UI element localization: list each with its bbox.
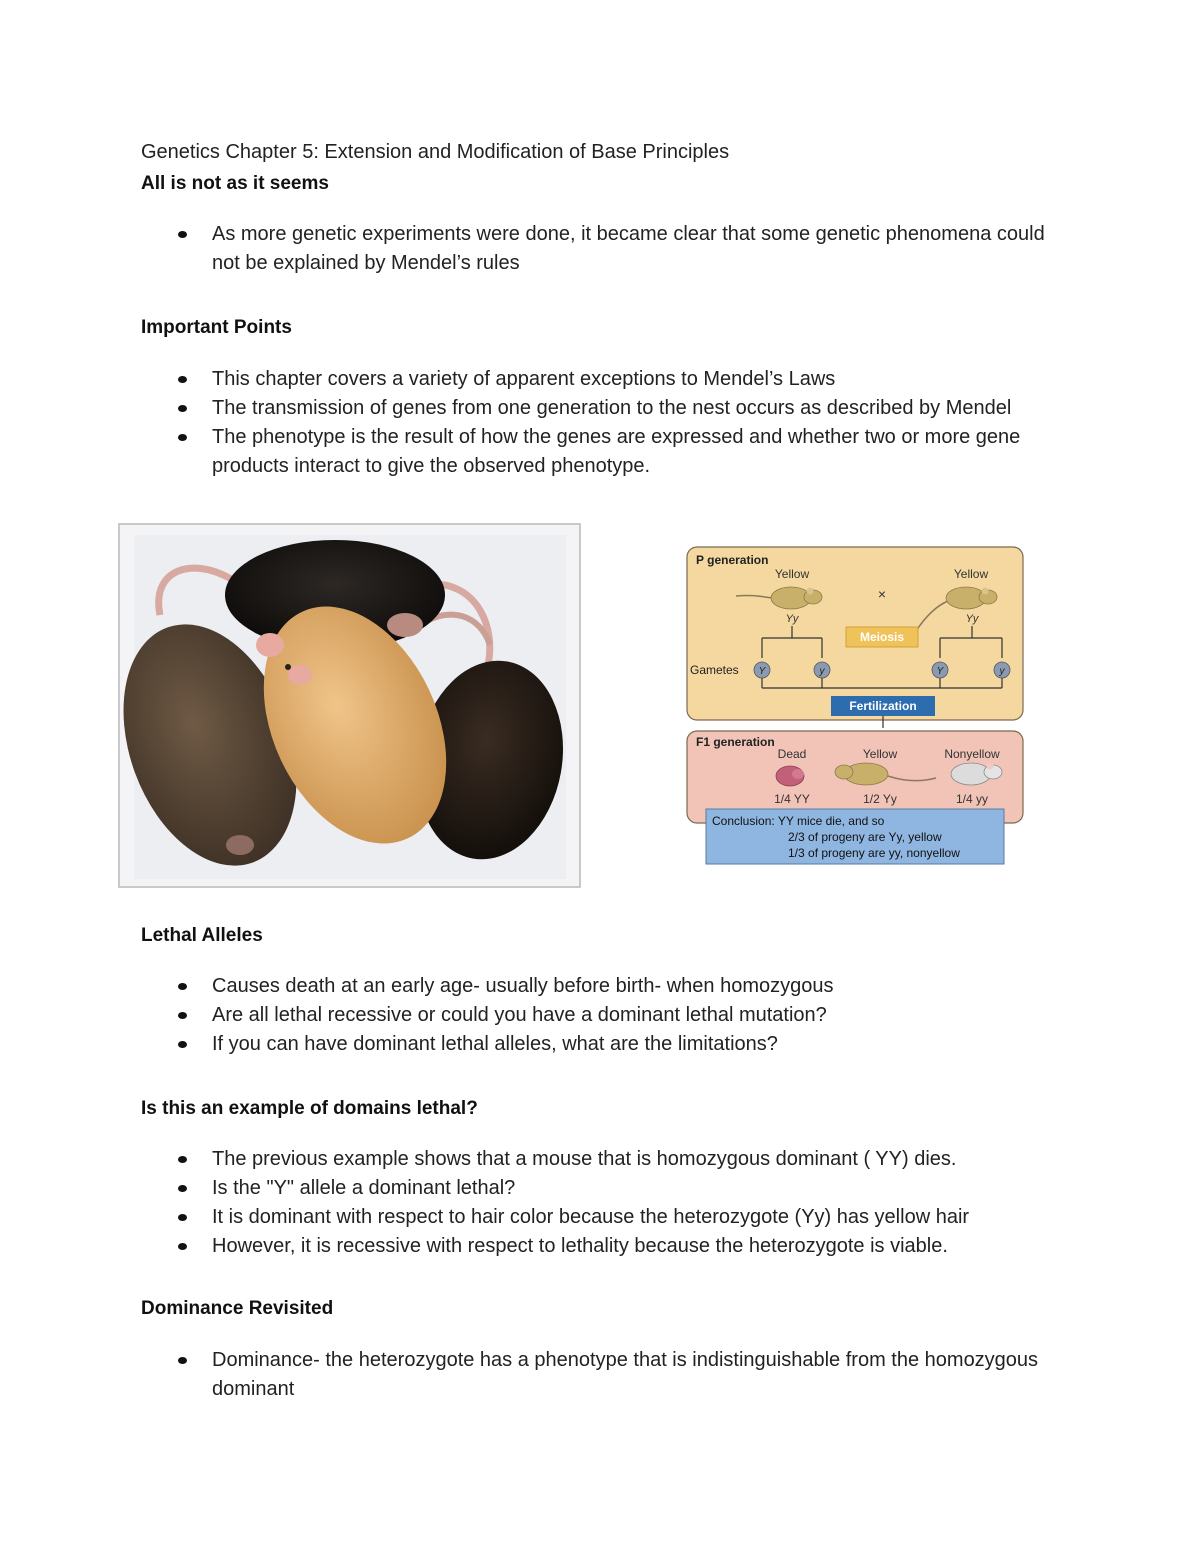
bullet-list-lethal-alleles bbox=[141, 972, 1061, 1059]
list-item: It is dominant with respect to hair color because the heterozygote (Yy) has yellow hair bbox=[141, 1203, 1061, 1232]
heading-all-is-not-as-it-seems: All is not as it seems bbox=[141, 173, 329, 194]
f1-yellow-label: Yellow bbox=[862, 747, 898, 761]
gamete-label: Y bbox=[758, 666, 766, 677]
bullet-list-important-points bbox=[141, 365, 1061, 481]
bullet-icon bbox=[178, 376, 187, 383]
list-item: However, it is recessive with respect to lethality because the heterozygote is viable. bbox=[141, 1232, 1061, 1261]
bullet-icon bbox=[178, 1156, 187, 1163]
list-item: Are all lethal recessive or could you have a dominant lethal mutation? bbox=[141, 1001, 1061, 1030]
cross-symbol: × bbox=[877, 586, 887, 602]
ratio-nonyellow: 1/4 yy bbox=[955, 792, 989, 806]
bullet-icon bbox=[178, 983, 187, 990]
list-item: Dominance- the heterozygote has a phenotype that is indistinguishable from the homozygous dominant bbox=[141, 1346, 1061, 1404]
parent-right-label: Yellow bbox=[953, 567, 989, 581]
document-title: Genetics Chapter 5: Extension and Modification of Base Principles bbox=[141, 141, 730, 163]
f1-generation-label: F1 generation bbox=[696, 735, 775, 749]
list-item: As more genetic experiments were done, it became clear that some genetic phenomena could not be explained by Mendel’s rules bbox=[141, 220, 1061, 278]
mice-photo-illustration bbox=[120, 525, 579, 886]
fertilization-label: Fertilization bbox=[849, 699, 917, 713]
list-item: The previous example shows that a mouse that is homozygous dominant ( YY) dies. bbox=[141, 1145, 1061, 1174]
heading-dominance-revisited: Dominance Revisited bbox=[141, 1298, 334, 1319]
lethal-allele-cross-diagram bbox=[686, 546, 1026, 868]
bullet-icon bbox=[178, 434, 187, 441]
f1-nonyellow-label: Nonyellow bbox=[944, 747, 1000, 761]
heading-domains-lethal: Is this an example of domains lethal? bbox=[141, 1098, 478, 1119]
list-item: Is the "Y" allele a dominant lethal? bbox=[141, 1174, 1061, 1203]
bullet-icon bbox=[178, 1012, 187, 1019]
conclusion-line-2: 2/3 of progeny are Yy, yellow bbox=[788, 830, 942, 844]
list-item: Causes death at an early age- usually before birth- when homozygous bbox=[141, 972, 1061, 1001]
bullet-icon bbox=[178, 1185, 187, 1192]
parent-right-genotype: Yy bbox=[965, 613, 979, 625]
heading-lethal-alleles: Lethal Alleles bbox=[141, 925, 263, 946]
bullet-icon bbox=[178, 1214, 187, 1221]
gamete-label: y bbox=[999, 666, 1005, 677]
f1-dead-label: Dead bbox=[777, 747, 807, 761]
gamete-label: y bbox=[819, 666, 825, 677]
list-item: The phenotype is the result of how the genes are expressed and whether two or more gene products interact to give the observed phenotype. bbox=[141, 423, 1061, 481]
mice-photo bbox=[118, 523, 581, 888]
ratio-yellow: 1/2 Yy bbox=[863, 792, 897, 806]
bullet-list-dominance bbox=[141, 1346, 1061, 1404]
list-item: The transmission of genes from one generation to the nest occurs as described by Mendel bbox=[141, 394, 1061, 423]
conclusion-line-3: 1/3 of progeny are yy, nonyellow bbox=[788, 846, 960, 860]
bullet-icon bbox=[178, 1243, 187, 1250]
p-generation-label: P generation bbox=[696, 553, 769, 567]
bullet-icon bbox=[178, 231, 187, 238]
bullet-list-domains-lethal bbox=[141, 1145, 1061, 1261]
list-item: This chapter covers a variety of apparent exceptions to Mendel’s Laws bbox=[141, 365, 1061, 394]
gametes-label: Gametes bbox=[690, 663, 739, 677]
bullet-icon bbox=[178, 1357, 187, 1364]
bullet-icon bbox=[178, 1041, 187, 1048]
bullet-list-intro bbox=[141, 220, 1061, 278]
dead-embryo-icon bbox=[776, 766, 804, 786]
meiosis-label: Meiosis bbox=[859, 630, 905, 644]
bullet-icon bbox=[178, 405, 187, 412]
parent-left-label: Yellow bbox=[774, 567, 810, 581]
parent-left-genotype: Yy bbox=[785, 613, 799, 625]
conclusion-line-1: Conclusion: YY mice die, and so bbox=[712, 814, 885, 828]
ratio-dead: 1/4 YY bbox=[774, 792, 810, 806]
heading-important-points: Important Points bbox=[141, 317, 292, 338]
list-item: If you can have dominant lethal alleles, what are the limitations? bbox=[141, 1030, 1061, 1059]
gamete-label: Y bbox=[936, 666, 944, 677]
